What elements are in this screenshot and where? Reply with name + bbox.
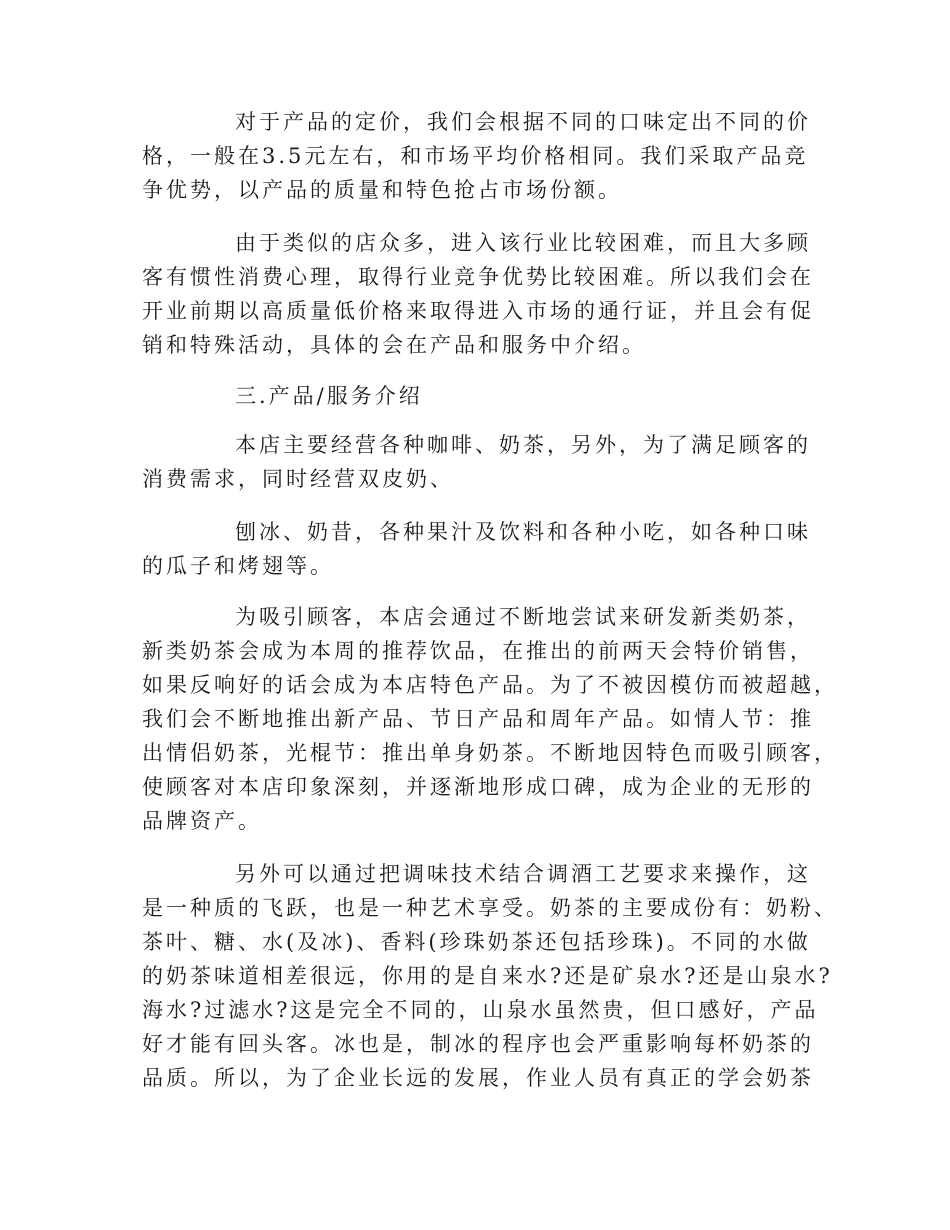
paragraph-line: 争优势，以产品的质量和特色抢占市场份额。 [142, 178, 622, 202]
paragraph-line: 新类奶茶会成为本周的推荐饮品，在推出的前两天会特价销售， [142, 639, 814, 663]
paragraph-line: 消费需求，同时经营双皮奶、 [142, 467, 454, 491]
paragraph-line: 刨冰、奶昔，各种果汁及饮料和各种小吃，如各种口味 [235, 520, 811, 544]
paragraph-line: 我们会不断地推出新产品、节日产品和周年产品。如情人节：推 [142, 707, 814, 731]
paragraph-line: 为吸引顾客，本店会通过不断地尝试来研发新类奶茶， [235, 605, 811, 629]
paragraph-line: 对于产品的定价，我们会根据不同的口味定出不同的价 [235, 110, 811, 134]
paragraph-line: 另外可以通过把调味技术结合调酒工艺要求来操作，这 [235, 862, 811, 886]
paragraph-line: 如果反响好的话会成为本店特色产品。为了不被因模仿而被超越， [142, 673, 838, 697]
paragraph-line: 客有惯性消费心理，取得行业竞争优势比较困难。所以我们会在 [142, 265, 814, 289]
paragraph-line: 好才能有回头客。冰也是，制冰的程序也会严重影响每杯奶茶的 [142, 1032, 814, 1056]
paragraph-line: 是一种质的飞跃，也是一种艺术享受。奶茶的主要成份有：奶粉、 [142, 896, 838, 920]
paragraph-line: 由于类似的店众多，进入该行业比较困难，而且大多顾 [235, 231, 811, 255]
paragraph-line: 品牌资产。 [142, 809, 262, 833]
paragraph-line: 使顾客对本店印象深刻，并逐渐地形成口碑，成为企业的无形的 [142, 775, 814, 799]
section-heading: 三.产品/服务介绍 [235, 384, 423, 408]
paragraph-line: 海水?过滤水?这是完全不同的，山泉水虽然贵，但口感好，产品 [142, 998, 819, 1022]
paragraph-line: 开业前期以高质量低价格来取得进入市场的通行证，并且会有促 [142, 299, 814, 323]
paragraph-line: 茶叶、糖、水(及冰)、香料(珍珠奶茶还包括珍珠)。不同的水做 [142, 930, 811, 954]
paragraph-line: 的瓜子和烤翅等。 [142, 554, 334, 578]
paragraph-line: 本店主要经营各种咖啡、奶茶，另外，为了满足顾客的 [235, 433, 811, 457]
paragraph-line: 格，一般在3.5元左右，和市场平均价格相同。我们采取产品竞 [142, 144, 809, 168]
paragraph-line: 品质。所以，为了企业长远的发展，作业人员有真正的学会奶茶 [142, 1066, 814, 1090]
paragraph-line: 销和特殊活动，具体的会在产品和服务中介绍。 [142, 333, 646, 357]
paragraph-line: 出情侣奶茶，光棍节：推出单身奶茶。不断地因特色而吸引顾客， [142, 741, 838, 765]
paragraph-line: 的奶茶味道相差很远，你用的是自来水?还是矿泉水?还是山泉水? [142, 964, 833, 988]
